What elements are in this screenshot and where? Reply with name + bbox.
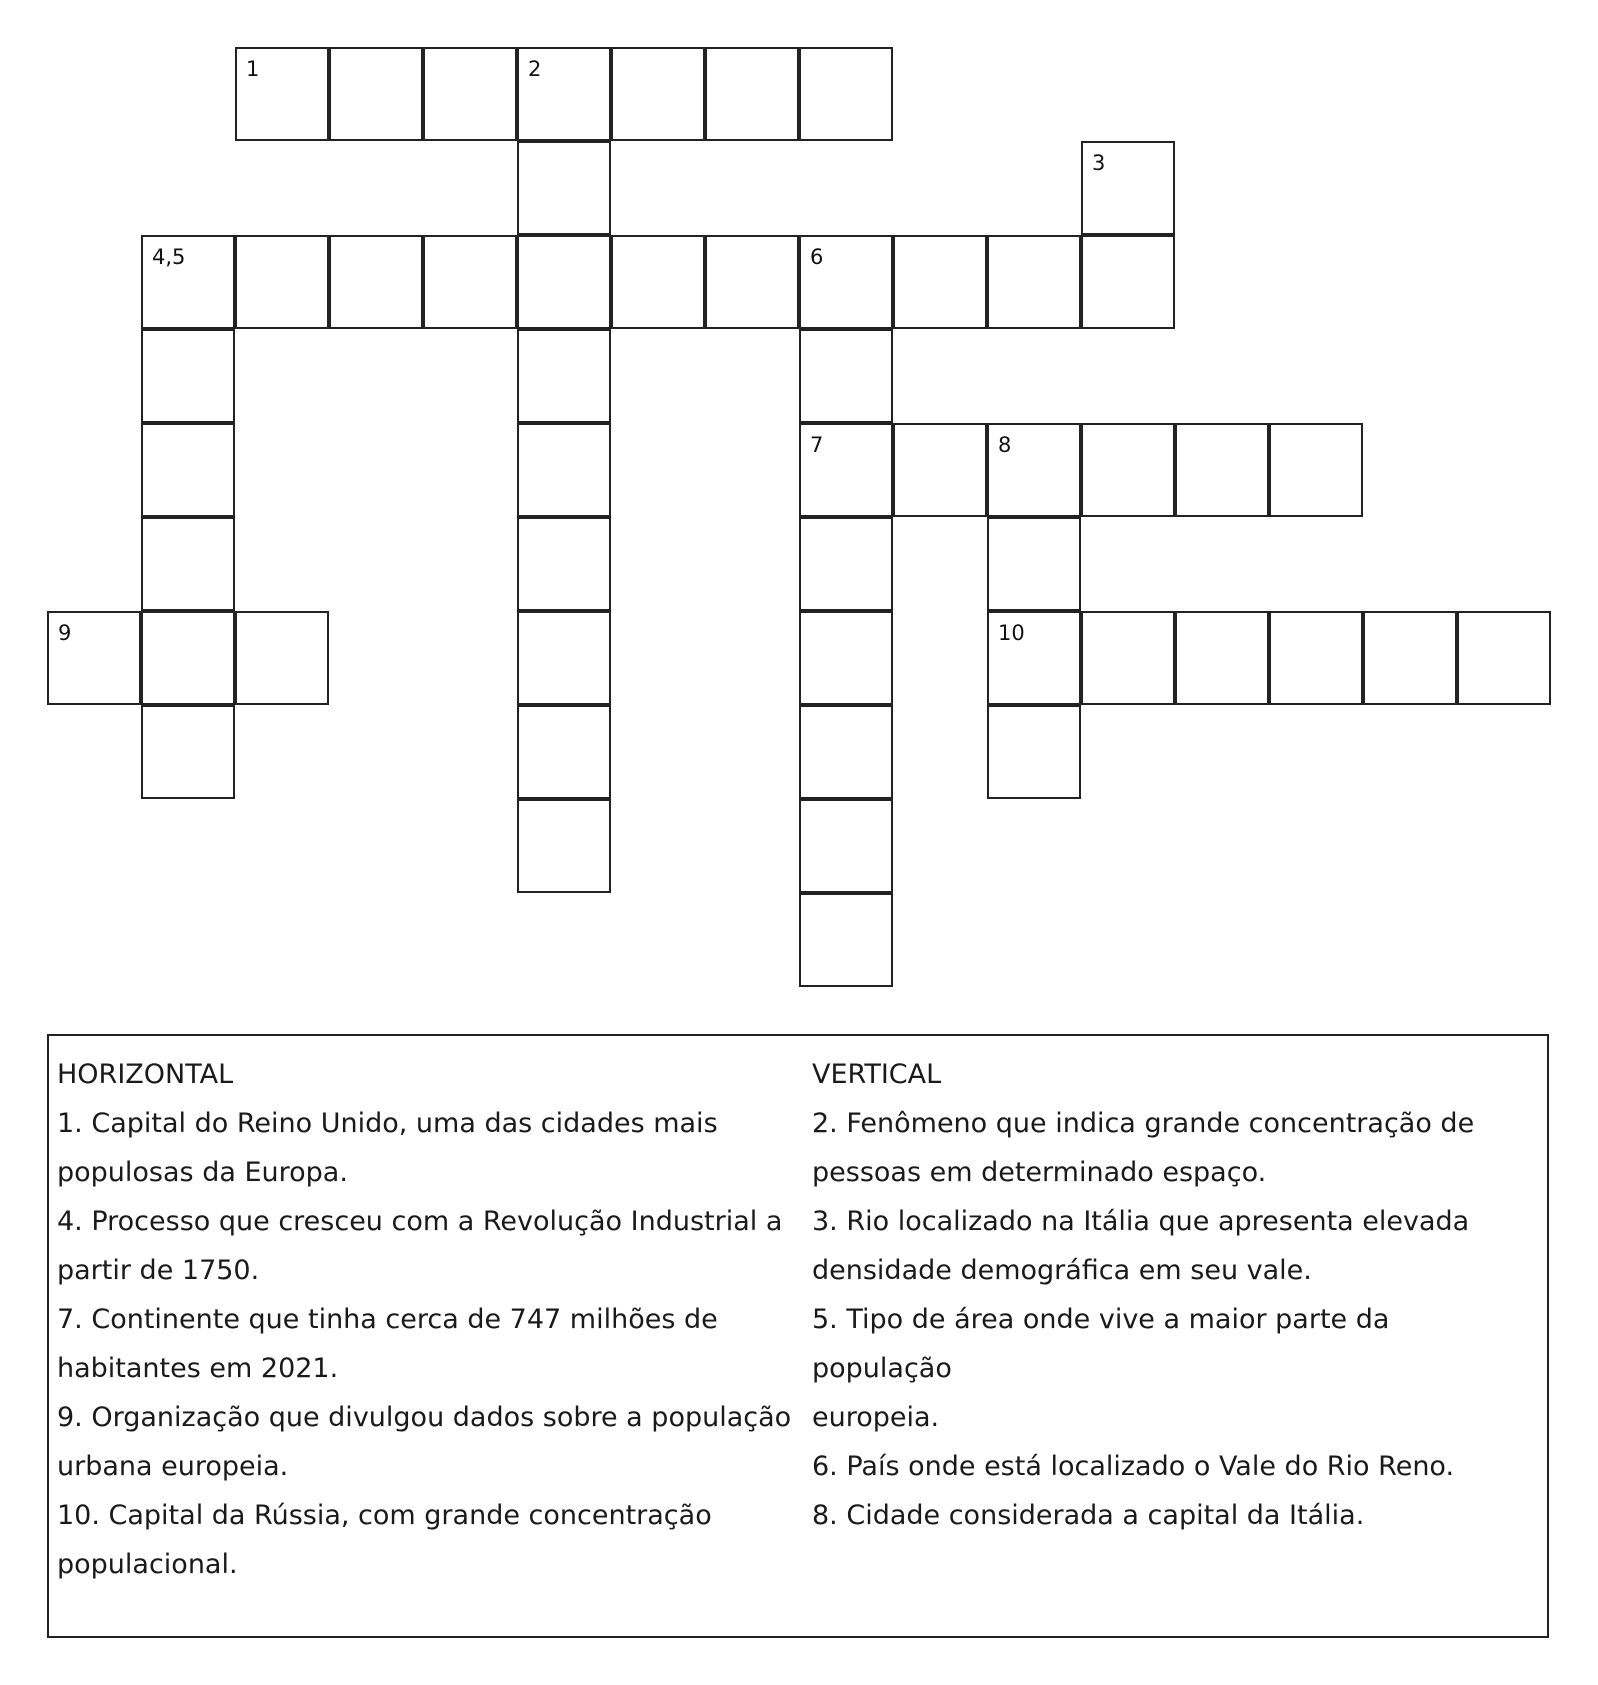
cell-letter-input[interactable] bbox=[143, 613, 233, 703]
cell-letter-input[interactable] bbox=[425, 237, 515, 327]
cell-letter-input[interactable] bbox=[801, 49, 891, 139]
clue-line: populosas da Europa. bbox=[57, 1157, 348, 1188]
cell-letter-input[interactable] bbox=[801, 519, 891, 609]
crossword-cell[interactable] bbox=[141, 705, 235, 799]
crossword-cell[interactable] bbox=[799, 235, 893, 329]
crossword-cell[interactable] bbox=[517, 517, 611, 611]
clue-line: 6. País onde está localizado o Vale do Rio Reno. bbox=[812, 1451, 1455, 1482]
cell-letter-input[interactable] bbox=[519, 237, 609, 327]
crossword-cell[interactable] bbox=[1081, 235, 1175, 329]
crossword-cell[interactable] bbox=[1175, 611, 1269, 705]
cell-letter-input[interactable] bbox=[331, 49, 421, 139]
cell-letter-input[interactable] bbox=[801, 801, 891, 891]
cell-letter-input[interactable] bbox=[425, 49, 515, 139]
crossword-cell[interactable] bbox=[987, 235, 1081, 329]
cell-letter-input[interactable] bbox=[1083, 237, 1173, 327]
crossword-cell[interactable] bbox=[329, 47, 423, 141]
cell-letter-input[interactable] bbox=[707, 237, 797, 327]
crossword-cell[interactable] bbox=[1081, 611, 1175, 705]
cell-letter-input[interactable] bbox=[1365, 613, 1455, 703]
crossword-cell[interactable] bbox=[517, 329, 611, 423]
cell-letter-input[interactable] bbox=[143, 707, 233, 797]
crossword-cell[interactable] bbox=[799, 329, 893, 423]
clue-number: 10 bbox=[998, 621, 1025, 645]
crossword-cell[interactable] bbox=[987, 611, 1081, 705]
crossword-cell[interactable] bbox=[799, 423, 893, 517]
cell-letter-input[interactable] bbox=[49, 613, 139, 703]
crossword-cell[interactable] bbox=[611, 47, 705, 141]
cell-letter-input[interactable] bbox=[143, 237, 233, 327]
crossword-cell[interactable] bbox=[141, 235, 235, 329]
crossword-cell[interactable] bbox=[1175, 423, 1269, 517]
cell-letter-input[interactable] bbox=[143, 331, 233, 421]
cell-letter-input[interactable] bbox=[237, 49, 327, 139]
crossword-cell[interactable] bbox=[987, 423, 1081, 517]
cell-letter-input[interactable] bbox=[331, 237, 421, 327]
crossword-cell[interactable] bbox=[141, 329, 235, 423]
clue-line: 5. Tipo de área onde vive a maior parte da população bbox=[812, 1304, 1390, 1384]
crossword-cell[interactable] bbox=[799, 47, 893, 141]
crossword-cell[interactable] bbox=[987, 705, 1081, 799]
cell-letter-input[interactable] bbox=[989, 613, 1079, 703]
clue-line: densidade demográfica em seu vale. bbox=[812, 1255, 1312, 1286]
crossword-cell[interactable] bbox=[47, 611, 141, 705]
vertical-heading: VERTICAL bbox=[812, 1059, 942, 1090]
crossword-cell[interactable] bbox=[141, 517, 235, 611]
crossword-cell[interactable] bbox=[235, 235, 329, 329]
clue-number: 8 bbox=[998, 433, 1012, 457]
clue-number: 7 bbox=[810, 433, 824, 457]
crossword-cell[interactable] bbox=[235, 47, 329, 141]
cell-letter-input[interactable] bbox=[519, 425, 609, 515]
crossword-cell[interactable] bbox=[799, 517, 893, 611]
crossword-cell[interactable] bbox=[517, 423, 611, 517]
cell-letter-input[interactable] bbox=[801, 331, 891, 421]
clue-line: urbana europeia. bbox=[57, 1451, 289, 1482]
clue-line: pessoas em determinado espaço. bbox=[812, 1157, 1267, 1188]
cell-letter-input[interactable] bbox=[613, 49, 703, 139]
crossword-cell[interactable] bbox=[517, 235, 611, 329]
clue-number: 1 bbox=[246, 57, 260, 81]
crossword-cell[interactable] bbox=[1269, 423, 1363, 517]
cell-letter-input[interactable] bbox=[519, 801, 609, 891]
cell-letter-input[interactable] bbox=[237, 613, 327, 703]
cell-letter-input[interactable] bbox=[801, 707, 891, 797]
cell-letter-input[interactable] bbox=[1271, 613, 1361, 703]
crossword-cell[interactable] bbox=[1457, 611, 1551, 705]
cell-letter-input[interactable] bbox=[1271, 425, 1361, 515]
crossword-cell[interactable] bbox=[705, 47, 799, 141]
crossword-cell[interactable] bbox=[987, 517, 1081, 611]
cell-letter-input[interactable] bbox=[1177, 613, 1267, 703]
clue-line: 4. Processo que cresceu com a Revolução Industrial a bbox=[57, 1206, 783, 1237]
crossword-cell[interactable] bbox=[799, 893, 893, 987]
clues-panel bbox=[47, 1034, 1549, 1638]
crossword-cell[interactable] bbox=[1081, 141, 1175, 235]
cell-letter-input[interactable] bbox=[1083, 143, 1173, 233]
crossword-cell[interactable] bbox=[235, 611, 329, 705]
clue-line: 3. Rio localizado na Itália que apresenta elevada bbox=[812, 1206, 1470, 1237]
cell-letter-input[interactable] bbox=[1177, 425, 1267, 515]
clue-line: 2. Fenômeno que indica grande concentração de bbox=[812, 1108, 1475, 1139]
cell-letter-input[interactable] bbox=[519, 143, 609, 233]
crossword-cell[interactable] bbox=[517, 611, 611, 705]
cell-letter-input[interactable] bbox=[801, 425, 891, 515]
crossword-cell[interactable] bbox=[141, 423, 235, 517]
crossword-cell[interactable] bbox=[423, 235, 517, 329]
cell-letter-input[interactable] bbox=[519, 519, 609, 609]
cell-letter-input[interactable] bbox=[143, 519, 233, 609]
cell-letter-input[interactable] bbox=[801, 613, 891, 703]
cell-letter-input[interactable] bbox=[895, 237, 985, 327]
cell-letter-input[interactable] bbox=[1083, 425, 1173, 515]
clue-number: 2 bbox=[528, 57, 542, 81]
vertical-clues bbox=[812, 1050, 1537, 1540]
crossword-cell[interactable] bbox=[611, 235, 705, 329]
crossword-cell[interactable] bbox=[799, 705, 893, 799]
crossword-cell[interactable] bbox=[517, 705, 611, 799]
clue-number: 9 bbox=[58, 621, 72, 645]
crossword-cell[interactable] bbox=[517, 141, 611, 235]
cell-letter-input[interactable] bbox=[613, 237, 703, 327]
crossword-cell[interactable] bbox=[893, 423, 987, 517]
cell-letter-input[interactable] bbox=[1459, 613, 1549, 703]
clue-line: habitantes em 2021. bbox=[57, 1353, 339, 1384]
crossword-cell[interactable] bbox=[423, 47, 517, 141]
cell-letter-input[interactable] bbox=[989, 425, 1079, 515]
cell-letter-input[interactable] bbox=[989, 519, 1079, 609]
clue-line: partir de 1750. bbox=[57, 1255, 260, 1286]
clue-line: 8. Cidade considerada a capital da Itália. bbox=[812, 1500, 1365, 1531]
cell-letter-input[interactable] bbox=[989, 707, 1079, 797]
clue-line: europeia. bbox=[812, 1402, 940, 1433]
crossword-cell[interactable] bbox=[1081, 423, 1175, 517]
crossword-cell[interactable] bbox=[1269, 611, 1363, 705]
crossword-cell[interactable] bbox=[705, 235, 799, 329]
crossword-cell[interactable] bbox=[1363, 611, 1457, 705]
cell-letter-input[interactable] bbox=[519, 613, 609, 703]
crossword-cell[interactable] bbox=[141, 611, 235, 705]
cell-letter-input[interactable] bbox=[519, 331, 609, 421]
crossword-cell[interactable] bbox=[329, 235, 423, 329]
crossword-cell[interactable] bbox=[799, 799, 893, 893]
clue-number: 6 bbox=[810, 245, 824, 269]
cell-letter-input[interactable] bbox=[237, 237, 327, 327]
cell-letter-input[interactable] bbox=[519, 707, 609, 797]
clue-line: 10. Capital da Rússia, com grande concentração bbox=[57, 1500, 712, 1531]
clue-number: 4,5 bbox=[152, 245, 186, 269]
cell-letter-input[interactable] bbox=[801, 895, 891, 985]
crossword-cell[interactable] bbox=[517, 799, 611, 893]
clue-line: 9. Organização que divulgou dados sobre a população bbox=[57, 1402, 792, 1433]
horizontal-heading: HORIZONTAL bbox=[57, 1059, 234, 1090]
crossword-cell[interactable] bbox=[517, 47, 611, 141]
cell-letter-input[interactable] bbox=[801, 237, 891, 327]
cell-letter-input[interactable] bbox=[707, 49, 797, 139]
clue-number: 3 bbox=[1092, 151, 1106, 175]
cell-letter-input[interactable] bbox=[143, 425, 233, 515]
clue-line: populacional. bbox=[57, 1549, 238, 1580]
cell-letter-input[interactable] bbox=[519, 49, 609, 139]
cell-letter-input[interactable] bbox=[989, 237, 1079, 327]
crossword-cell[interactable] bbox=[893, 235, 987, 329]
cell-letter-input[interactable] bbox=[895, 425, 985, 515]
clue-line: 1. Capital do Reino Unido, uma das cidades mais bbox=[57, 1108, 718, 1139]
clue-line: 7. Continente que tinha cerca de 747 milhões de bbox=[57, 1304, 718, 1335]
crossword-cell[interactable] bbox=[799, 611, 893, 705]
horizontal-clues bbox=[57, 1050, 802, 1589]
cell-letter-input[interactable] bbox=[1083, 613, 1173, 703]
